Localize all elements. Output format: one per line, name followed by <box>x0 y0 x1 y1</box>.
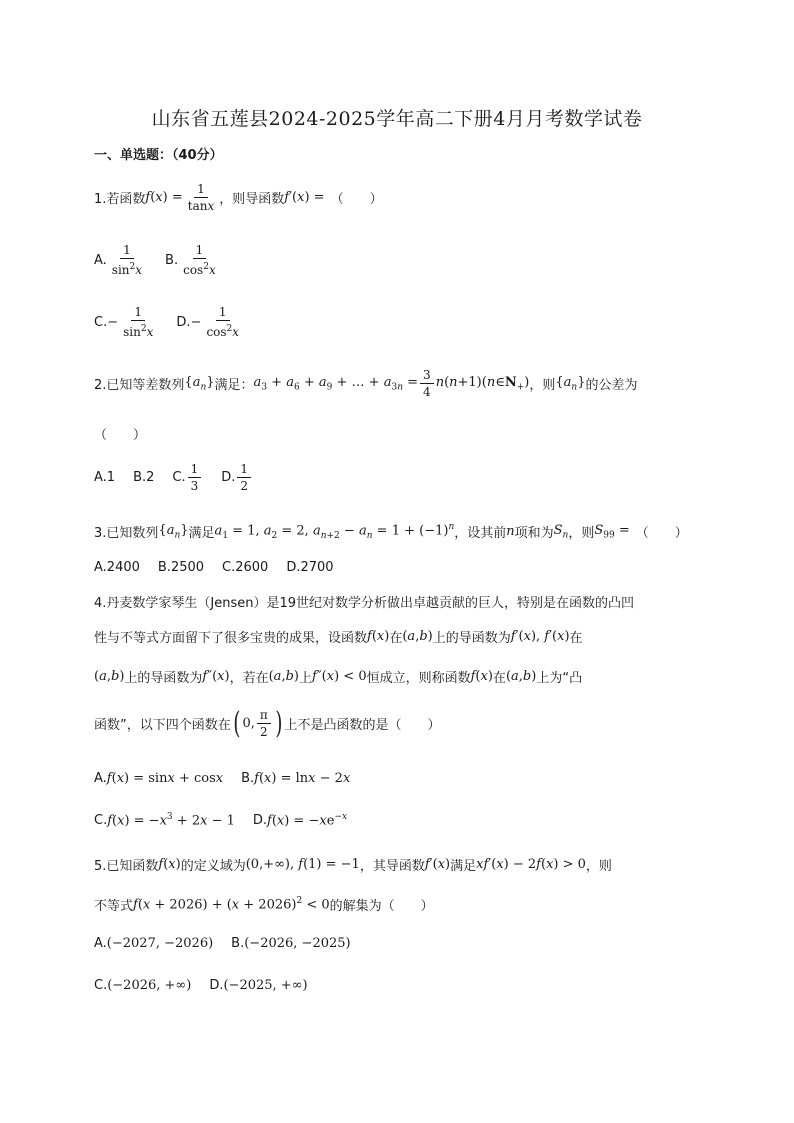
option-a: A. <box>94 771 107 786</box>
option-d: D.2700 <box>286 560 334 575</box>
question-2-stem: 2.已知等差数列 $\{a_n\}$ 满足： $a_3 + a_6 + a_9$ + … + $a_{3n}$ = $\frac{3}{4}$ $n(n+1)(n\in N_+)$ ，则 $\{a_n\}$ 的公差为 <box>94 368 638 399</box>
section-heading: 一、单选题：（40分） <box>94 148 223 163</box>
question-1-options-ab: A. $\frac{1}{\sin^2x}$ B. $\frac{1}{\cos^2x}$ <box>94 243 216 277</box>
option-a: A.1 <box>94 470 116 485</box>
option-a: A.2400 <box>94 560 140 575</box>
question-3-stem: 3.已知数列 $\{a_n\}$ 满足 $a_1 = 1$, $a_2 = 2$, $a_{n+2} - a_n = 1 + (-1)^n$ ，设其前 n 项和为 $S_n$ ，则 $S_{99}$ = （ ） <box>94 522 688 541</box>
question-4-options-ab: A. f(x) = sinx + cosx B. f(x) = lnx − 2x <box>94 771 351 786</box>
option-d: D. <box>252 812 268 828</box>
question-5-options-ab: A. (−2027, −2026) B. (−2026, −2025) <box>94 936 351 951</box>
option-c: C.2600 <box>222 560 269 575</box>
question-2-paren: （ ） <box>94 428 147 443</box>
option-b: B.2 <box>133 470 155 485</box>
option-c: C. <box>94 978 108 993</box>
option-a: A. <box>94 252 107 268</box>
option-c: C. <box>172 470 186 485</box>
question-5-options-cd: C. (−2026, +∞) D. (−2025, +∞) <box>94 978 308 993</box>
option-b: B. <box>231 936 245 951</box>
question-4-line-4: 函数”，以下四个函数在 ( 0, $\frac{\pi}{2}$ ) 上不是凸函数的是（ ） <box>94 705 441 741</box>
option-b: B. <box>241 771 255 786</box>
option-a: A. <box>94 936 107 951</box>
option-b: B. <box>165 252 179 268</box>
question-5-line-2: 不等式 $f(x + 2026) + (x + 2026)^2 < 0$ 的解集为（ ） <box>94 896 434 914</box>
option-c: C. <box>94 812 108 828</box>
question-1-stem: 1.若函数 f(x) = $\frac{1}{\tan x}$ ，则导函数 f′(x) = （ ） <box>94 182 383 213</box>
question-2-options: A.1 B.2 C. $\frac{1}{3}$ D. $\frac{1}{2}$ <box>94 462 253 493</box>
option-d: D. <box>209 978 224 993</box>
question-4-line-1: 4.丹麦数学家琴生（Jensen）是19世纪对数学分析做出卓越贡献的巨人，特别是在函数的凸凹 <box>94 596 635 611</box>
option-b: B.2500 <box>157 560 205 575</box>
option-d: D. <box>176 314 191 330</box>
question-4-line-2: 性与不等式方面留下了很多宝贵的成果，设函数 f(x) 在 (a,b) 上的导函数为 f′(x), f′(x) 在 <box>94 629 583 646</box>
option-c: C. <box>94 314 108 330</box>
question-3-options <box>94 560 334 575</box>
question-1-options-cd: C. − $\frac{1}{\sin^2x}$ D. − $\frac{1}{\cos^2x}$ <box>94 305 240 339</box>
question-4-line-3: (a,b) 上的导函数为 f″(x) ，若在 (a,b) 上 f″(x) < 0 恒成立，则称函数 f(x) 在 (a,b) 上为“凸 <box>94 669 583 686</box>
question-5-line-1: 5.已知函数 f(x) 的定义域为 (0,+∞), f(1) = −1 ，其导函数 f′(x) 满足 xf′(x) − 2f(x) > 0 ，则 <box>94 857 612 874</box>
question-4-options-cd: C. $f(x) = -x^3 + 2x - 1$ D. $f(x) = -xe^{-x}$ <box>94 812 348 829</box>
page-title: 山东省五莲县2024-2025学年高二下册4月月考数学试卷 <box>151 108 643 130</box>
option-d: D. <box>221 470 236 485</box>
